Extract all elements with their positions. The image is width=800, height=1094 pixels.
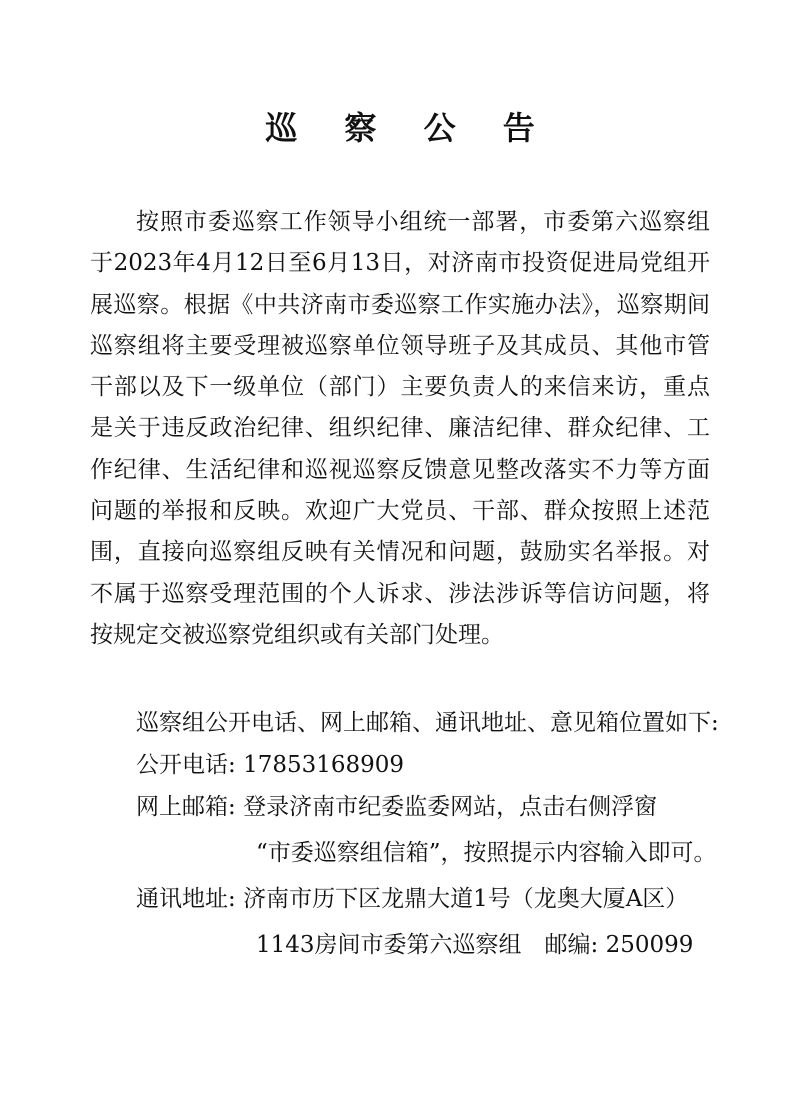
address-value-continued: 1143房间市委第六巡察组 邮编: 250099 bbox=[256, 932, 694, 958]
address-value: 济南市历下区龙鼎大道1号（龙奥大厦A区） bbox=[243, 886, 689, 912]
email-value: 登录济南市纪委监委网站，点击右侧浮窗 bbox=[243, 794, 658, 820]
page-title: 巡 察 公 告 bbox=[265, 109, 553, 147]
email-label: 网上邮箱: bbox=[136, 794, 236, 820]
phone-label: 公开电话: bbox=[136, 752, 236, 778]
phone-value: 17853168909 bbox=[243, 752, 405, 778]
phone-line bbox=[90, 745, 776, 786]
email-value-continued: “市委巡察组信箱”，按照提示内容输入即可。 bbox=[256, 840, 717, 866]
address-line bbox=[90, 879, 776, 920]
contact-intro: 巡察组公开电话、网上邮箱、通讯地址、意见箱位置如下: bbox=[136, 710, 719, 736]
announcement-paragraph: 按照市委巡察工作领导小组统一部署，市委第六巡察组于2023年4月12日至6月13日，对济南市投资促进局党组开展巡察。根据《中共济南市委巡察工作实施办法》，巡察期间巡察组将主要受理被巡察单位领导班子及其成员、其他市管干部以及下一级单位（部门）主要负责人的来信来访，重点是关于违反政治纪律、组织纪律、廉洁纪律、群众纪律、工作纪律、生活纪律和巡视巡察反馈意见整改落实不力等方面问题的举报和反映。欢迎广大党员、干部、群众按照上述范围，直接向巡察组反映有关情况和问题，鼓励实名举报。对不属于巡察受理范围的个人诉求、涉法涉诉等信访问题，将按规定交被巡察党组织或有关部门处理。 bbox=[90, 209, 710, 648]
email-line bbox=[90, 787, 776, 828]
address-label: 通讯地址: bbox=[136, 886, 236, 912]
